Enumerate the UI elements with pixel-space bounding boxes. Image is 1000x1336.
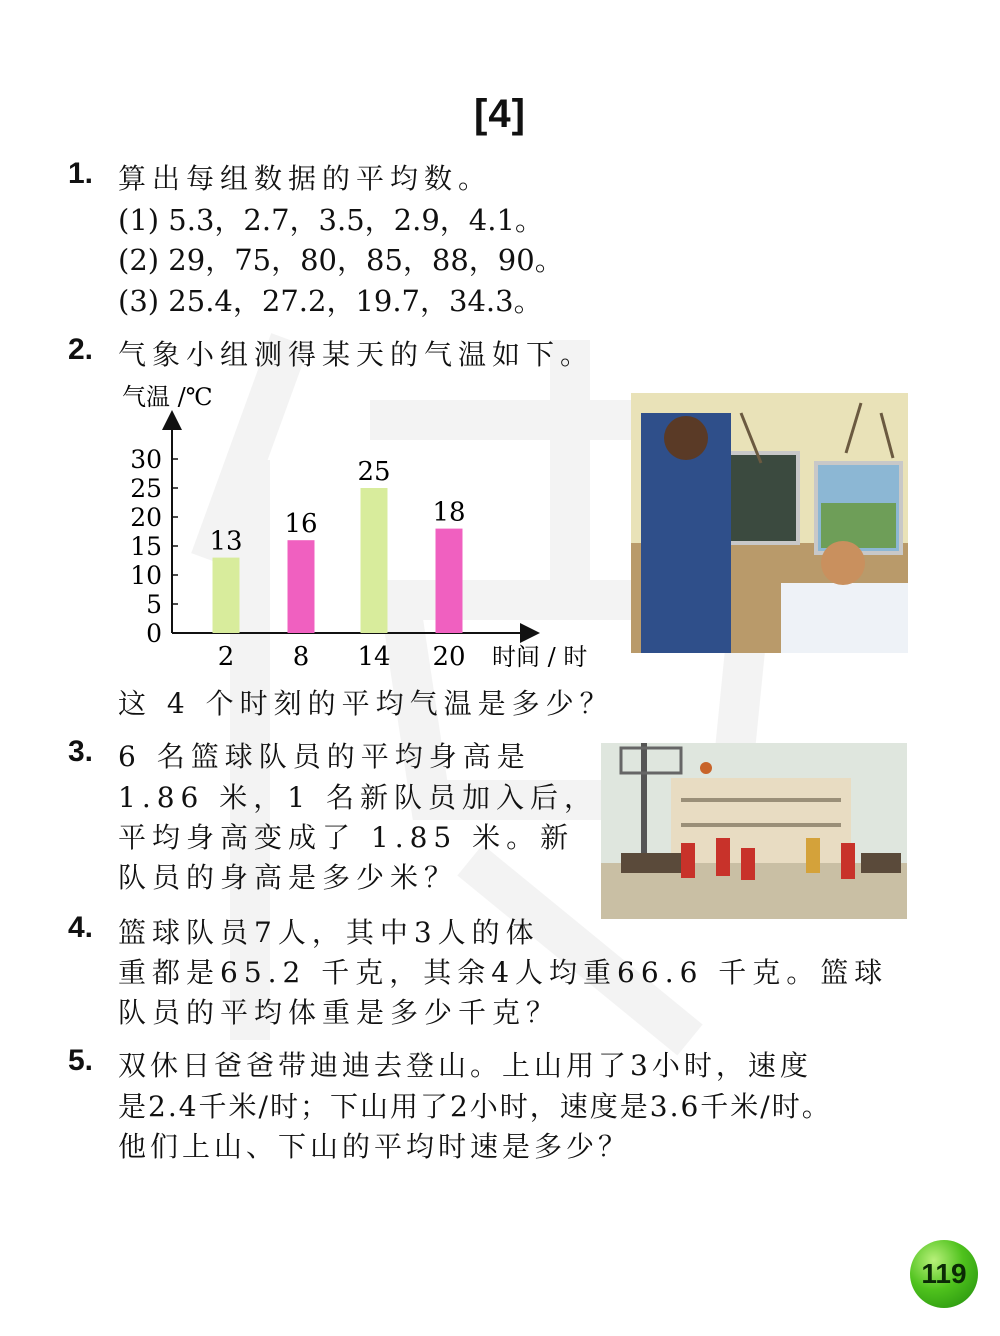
q1-number: 1. [68,157,94,190]
temperature-bar-chart [100,375,620,680]
q4-line-3: 队员的平均体重是多少千克？ [118,996,561,1029]
basketball-photo [601,743,907,919]
bar-value-label: 18 [432,497,466,528]
q3-line-3: 平均身高变成了 1.85 米。新 [118,821,575,854]
q4-line-1: 篮球队员7人，其中3人的体 [118,916,540,949]
q5-line-2: 是2.4千米/时；下山用了2小时，速度是3.6千米/时。 [118,1090,832,1123]
q2-number: 2. [68,333,94,366]
x-tick-label: 8 [292,642,310,672]
bar-20 [436,529,463,633]
q2-question: 这 4 个时刻的平均气温是多少？ [118,687,614,720]
y-axis-label: 气温 /℃ [122,383,213,411]
y-tick-label: 10 [130,561,162,590]
y-tick-label: 5 [146,590,162,619]
page-title: [4] [474,92,526,136]
q2-text: 气象小组测得某天的气温如下。 [118,338,595,371]
q3-line-4: 队员的身高是多少米？ [118,861,459,894]
q1-item-2: (2) 29，75，80，85，88，90。 [118,243,564,277]
y-tick-label: 15 [130,532,162,561]
weather-station-photo [631,393,908,653]
q5-number: 5. [68,1044,94,1077]
y-tick-label: 30 [130,445,162,474]
q4-number: 4. [68,911,94,944]
bar-14 [361,488,388,633]
bar-value-label: 16 [284,509,318,540]
bar-value-label: 25 [357,457,391,487]
y-tick-label: 0 [146,619,162,648]
x-tick-label: 2 [217,642,235,672]
page-number-badge: 119 [910,1240,978,1308]
q3-number: 3. [68,735,94,768]
q3-line-1: 6 名篮球队员的平均身高是 [118,740,531,773]
bar-8 [288,540,315,633]
x-tick-label: 20 [432,642,466,672]
x-axis-label: 时间 / 时 [492,643,588,671]
x-tick-label: 14 [357,642,391,672]
q3-line-2: 1.86 米，1 名新队员加入后， [118,781,598,814]
bar-value-label: 13 [209,526,243,557]
q1-item-1: (1) 5.3，2.7，3.5，2.9，4.1。 [118,203,544,237]
q5-line-3: 他们上山、下山的平均时速是多少？ [118,1130,631,1163]
q1-text: 算出每组数据的平均数。 [118,162,493,195]
q5-line-1: 双休日爸爸带迪迪去登山。上山用了3小时，速度 [118,1049,812,1082]
bar-2 [213,558,240,633]
q1-item-3: (3) 25.4，27.2，19.7，34.3。 [118,284,543,318]
y-tick-label: 20 [130,503,162,532]
y-tick-label: 25 [130,474,162,503]
q4-line-2: 重都是65.2 千克，其余4人均重66.6 千克。篮球 [118,956,889,989]
